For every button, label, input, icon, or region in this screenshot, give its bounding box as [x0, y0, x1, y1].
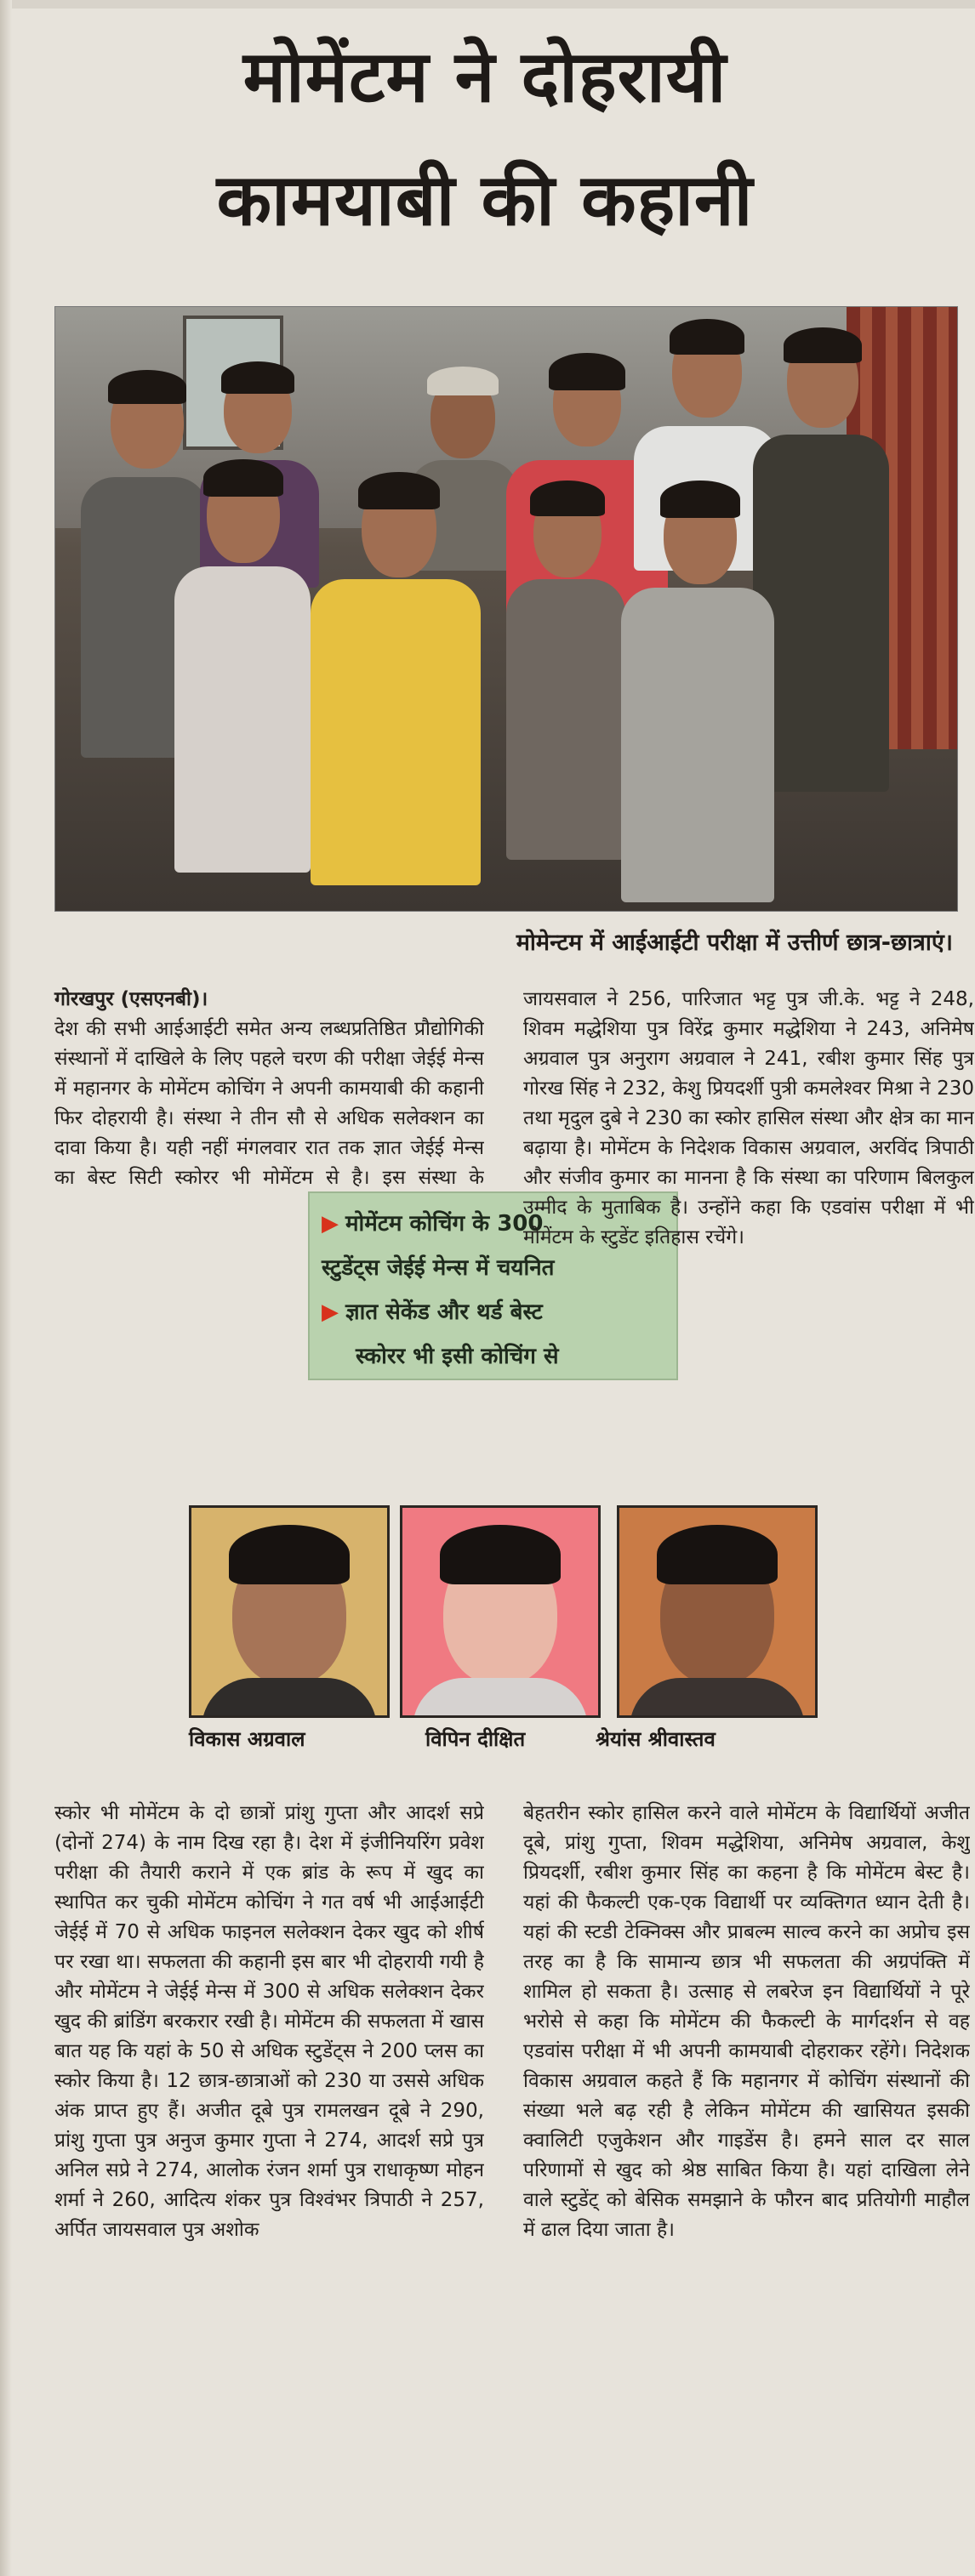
article-column-left-top: [54, 985, 484, 1015]
article-text-left-1: [54, 1015, 484, 1189]
article-text-left-2: [54, 1799, 484, 2547]
article-paragraph: जायसवाल ने 256, पारिजात भट्ट पुत्र जी.के. भट्ट ने 248, शिवम मद्धेशिया पुत्र विरेंद्र कुमार मद्धेशिया ने 243, अनिमेष अग्रवाल पुत्र अनुराग अग्रवाल ने 241, रबीश कुमार सिंह पुत्र गोरख सिंह ने 232, केशु प्रियदर्शी पुत्री कमलेश्वर मिश्रा ने 230 तथा मृदुल दुबे ने 230 का स्कोर हासिल संस्था और क्षेत्र का मान बढ़ाया है। मोमेंटम के निदेशक विकास अग्रवाल, अरविंद त्रिपाठी और संजीव कुमार का मानना है कि संस्था का परिणाम बिलकुल उम्मीद के मुताबिक है। उन्होंने कहा कि एडवांस परीक्षा में भी मोमेंटम के स्टुडेंट इतिहास रचेंगे।: [523, 988, 974, 1248]
paper-edge-left: [0, 0, 12, 2576]
portrait-photo: [617, 1505, 818, 1718]
article-paragraph: बेहतरीन स्कोर हासिल करने वाले मोमेंटम के विद्यार्थियों अजीत दूबे, प्रांशु गुप्ता, शिवम मद्धेशिया, अनिमेष अग्रवाल, केशु प्रियदर्शी, रबीश कुमार सिंह का कहना है कि मोमेंटम बेस्ट है। यहां की फैकल्टी एक-एक विद्यार्थी पर व्यक्तिगत ध्यान देती है। यहां की स्टडी टेक्निक्स और प्राबल्म साल्व करने का अप्रोच इस तरह का है कि सामान्य छात्र भी सफलता की अग्रपंक्ति में शामिल हो सकता है। उत्साह से लबरेज इन विद्यार्थियों ने पूरे भरोसे से कहा कि मोमेंटम की फैकल्टी के मार्गदर्शन से वह एडवांस परीक्षा में भी अपनी कामयाबी दोहराकर रहेंगे। निदेशक विकास अग्रवाल कहते हैं कि महानगर में कोचिंग संस्थानों की संख्या भले बढ़ रही है लेकिन मोमेंटम की खासियत इसकी क्वालिटी एजुकेशन और गाइडेंस है। हमने साल दर साल परिणामों से खुद को श्रेष्ठ साबित किया है। यहां दाखिला लेने वाले स्टुडेंट् को बेसिक समझाने के फौरन बाद प्रतियोगी माहौल में ढाल दिया जाता है।: [523, 1802, 970, 2241]
callout-line-1: मोमेंटम कोचिंग के 300: [345, 1211, 544, 1237]
portrait-photo: [189, 1505, 390, 1718]
triangle-bullet-icon: ▶: [322, 1211, 339, 1237]
article-text-right-2: [523, 1799, 970, 2547]
portrait-name: विपिन दीक्षित: [425, 1727, 526, 1751]
callout-line-4: स्कोरर भी इसी कोचिंग से: [356, 1344, 559, 1369]
group-photo: [54, 306, 958, 912]
portrait-photo: [400, 1505, 601, 1718]
photo-caption: मोमेन्टम में आईआईटी परीक्षा में उत्तीर्ण छात्र-छात्राएं।: [516, 930, 953, 956]
dateline: गोरखपुर (एसएनबी)।: [54, 988, 208, 1010]
paper-edge-top: [0, 0, 975, 9]
article-text-right-1: [523, 985, 974, 1495]
callout-line-3: ज्ञात सेकेंड और थर्ड बेस्ट: [345, 1299, 543, 1325]
article-paragraph: देश की सभी आईआईटी समेत अन्य लब्धप्रतिष्ठित प्रौद्योगिकी संस्थानों में दाखिले के लिए पहले चरण की परीक्षा जेईई मेन्स में महानगर के मोमेंटम कोचिंग ने अपनी कामयाबी की कहानी फिर दोहरायी है। संस्था ने तीन सौ से अधिक सलेक्शन का दावा किया है। यही नहीं मंगलवार रात तक ज्ञात जेईई मेन्स का बेस्ट सिटी स्कोरर भी मोमेंटम से है। इस संस्था के: [54, 1018, 484, 1189]
callout-line-2: स्टुडेंट्स जेईई मेन्स में चयनित: [322, 1255, 555, 1281]
triangle-bullet-icon: ▶: [322, 1299, 339, 1325]
headline-line-2: कामयाबी की कहानी: [216, 157, 754, 242]
headline-line-1: मोमेंटम ने दोहरायी: [242, 34, 727, 118]
portrait-name: श्रेयांस श्रीवास्तव: [596, 1727, 716, 1751]
article-paragraph: स्कोर भी मोमेंटम के दो छात्रों प्रांशु गुप्ता और आदर्श सप्रे (दोनों 274) के नाम दिख रहा है। देश में इंजीनियरिंग प्रवेश परीक्षा की तैयारी कराने में एक ब्रांड के रूप में खुद का स्थापित कर चुकी मोमेंटम कोचिंग ने गत वर्ष भी आईआईटी जेईई में 70 से अधिक फाइनल सलेक्शन देकर खुद को शीर्ष पर रखा था। सफलता की कहानी इस बार भी दोहरायी गयी है और मोमेंटम ने जेईई मेन्स में 300 से अधिक सलेक्शन देकर खुद की ब्रांडिंग बरकरार रखी है। मोमेंटम की सफलता में खास बात यह कि यहां के 50 से अधिक स्टुडेंट्स ने 200 प्लस का स्कोर किया है। 12 छात्र-छात्राओं को 230 या उससे अधिक अंक प्राप्त हुए हैं। अजीत दूबे पुत्र रामलखन दूबे ने 290, प्रांशु गुप्ता पुत्र अनुज कुमार गुप्ता ने 274, आदर्श सप्रे पुत्र अनिल सप्रे ने 274, आलोक रंजन शर्मा पुत्र राधाकृष्ण मोहन शर्मा ने 260, आदित्य शंकर पुत्र विश्वंभर त्रिपाठी ने 257, अर्पित जायसवाल पुत्र अशोक: [54, 1802, 484, 2241]
portrait-name: विकास अग्रवाल: [189, 1727, 305, 1751]
